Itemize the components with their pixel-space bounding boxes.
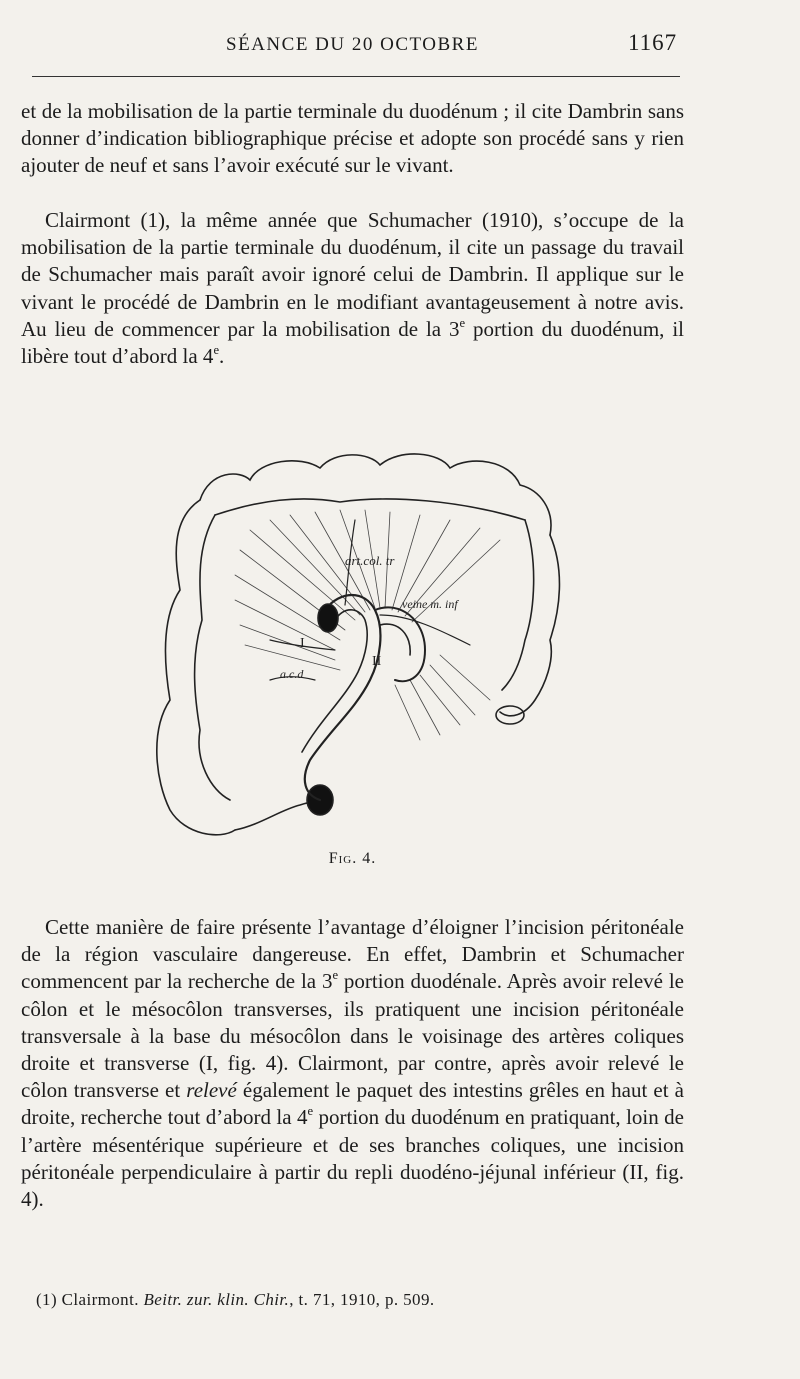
paragraph-2-text-a: Clairmont (1), la même année que Schumacher (1910), s’occupe de la mobilisation de la partie terminale du duodénum, il cite un passage du travail de Schumacher mais paraît avoir ignoré celui de Dambrin. Il applique sur le vivant le procédé de Dambrin en le modifiant avantageusement à notre avis. Au lieu de commencer par la mobilisation de la 3 <box>21 208 684 341</box>
duodenum-cut-end <box>318 604 338 632</box>
paragraph-3-text-a: Cette manière de faire présente l’avantage d’éloigner l’incision péritonéale de la région vasculaire dangereuse. En effet, Dambrin et Schumacher commencent par la recherche de la 3 <box>21 915 684 994</box>
footnote-text-b: , t. 71, 1910, p. 509. <box>289 1290 435 1309</box>
footnote-journal: Beitr. zur. klin. Chir. <box>143 1290 290 1309</box>
ordinal-superscript: e <box>459 316 466 330</box>
footnote <box>36 1290 435 1310</box>
footnote-text-a: (1) Clairmont. <box>36 1290 144 1309</box>
label-numeral-two: II <box>372 654 382 669</box>
figure-caption: Fig. 4. <box>328 850 377 867</box>
page-number: 1167 <box>628 30 678 55</box>
paragraph-2-text-b: portion du duodénum, il libère tout d’abord la 4 <box>21 316 684 369</box>
label-vein: veine m. inf <box>402 597 458 611</box>
paragraph-3-emphasis: relevé <box>186 1078 237 1103</box>
ordinal-superscript: e <box>332 968 339 983</box>
ascending-colon-outline <box>157 500 235 835</box>
running-header <box>0 30 800 64</box>
label-numeral-one: I <box>300 636 305 651</box>
paragraph-3-text-d: portion du duodénum en pratiquant, loin de l’artère mésentérique supérieure et de ses branches coliques, une incision péritonéale perpendiculaire à partir du repli duodéno-jéjunal inférieur (II, fig. 4). <box>21 1105 684 1212</box>
label-artery: art.col. tr <box>345 553 395 568</box>
paragraph-3-text-b: portion duodénale. Après avoir relevé le côlon et le mésocôlon transverses, ils pratiquent une incision péritonéale transversale à la base du mésocôlon dans le voisinage des artères coliques droite et transverse (I, fig. 4). Clairmont, par contre, après avoir relevé le côlon transverse et <box>21 969 684 1103</box>
paragraph-1 <box>21 98 684 180</box>
anatomical-figure <box>140 440 580 840</box>
paragraph-2-text-c: . <box>219 344 225 369</box>
label-acd: a.c.d <box>280 667 304 681</box>
paragraph-1-text: et de la mobilisation de la partie terminale du duodénum ; il cite Dambrin sans donner d’indication bibliographique précise et adopte son procédé sans y rien ajouter de neuf et sans l’avoir exécuté sur le vivant. <box>21 99 684 178</box>
duodenum-loop <box>305 595 381 800</box>
colon-cut-end <box>496 706 524 724</box>
header-rule <box>32 76 680 77</box>
transverse-colon-outline <box>200 454 551 535</box>
paragraph-3-text-c: également le paquet des intestins grêles en haut et à droite, recherche tout d’abord la 4 <box>21 1078 684 1130</box>
ordinal-superscript: e <box>213 343 220 358</box>
ordinal-superscript: e <box>307 1104 314 1119</box>
paragraph-2 <box>21 207 684 370</box>
colon-duodenum-drawing <box>140 440 580 840</box>
paragraph-3 <box>21 914 684 1213</box>
header-title: SÉANCE DU 20 OCTOBRE <box>226 34 479 55</box>
